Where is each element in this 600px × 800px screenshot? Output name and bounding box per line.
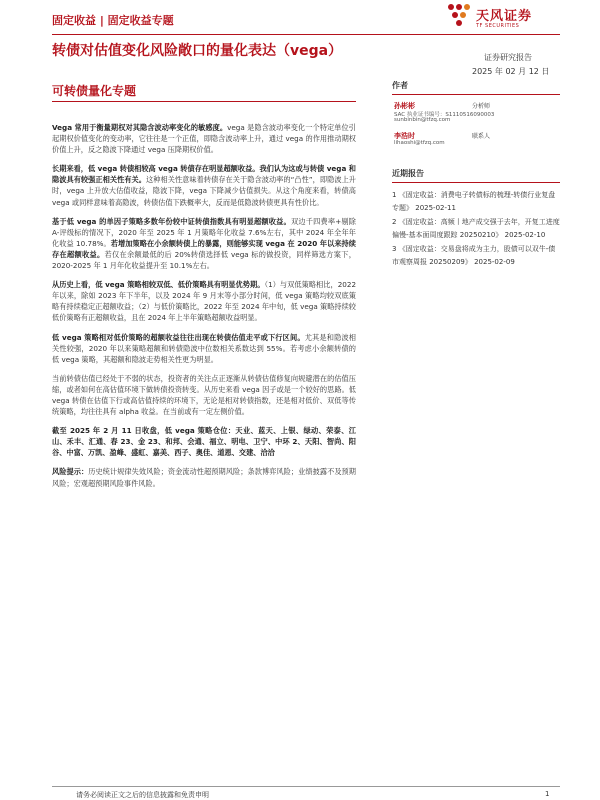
- header-category: 固定收益 | 固定收益专题: [52, 14, 174, 27]
- recent-report-date: 2025-02-09: [474, 258, 515, 266]
- paragraph-text: 若仅在余额最低的后 20%转债选择低 vega 标的做投资，同样筛选方案下，2020-2025 年 1 月年化收益提升至 10.1%左右。: [52, 249, 356, 271]
- body-paragraph: [52, 216, 356, 271]
- recent-reports-section: [392, 168, 560, 270]
- recent-report-item[interactable]: [392, 243, 560, 269]
- author-license: SAC 执业证书编号：S1110516090003: [394, 112, 495, 118]
- page-title: 转债对估值变化风险敞口的量化表达（vega）: [52, 43, 343, 59]
- report-date: 2025 年 02 月 12 日: [472, 67, 550, 76]
- paragraph-lead: 从历史上看，低 vega 策略相较双低、低价策略具有明显优势期。: [52, 280, 265, 290]
- author-section: [392, 80, 560, 155]
- recent-report-item[interactable]: [392, 189, 560, 215]
- author-card: [392, 95, 560, 125]
- author-name: 孙彬彬: [394, 102, 415, 110]
- logo-text-en: TF SECURITIES: [476, 23, 520, 29]
- recent-report-title: 《固定收益：交易盘将成为主力，股债可以双牛-债市观察周报 20250209》: [392, 245, 556, 266]
- paragraph-text: 当前转债估值已经处于不弱的状态，投资者的关注点正逐渐从转债估值修复向规避潜在的估值压缩，或者如何在高估值环境下做转债投资转变。从历史来看 vega 因子或是一个较好的思路。低 vega 转债在估值下行或高估值持续的环境下，无论是相对转债指数，还是相对低价、双低等传统策略，均往往具有 alpha 收益。在当前或有一定左侧价值。: [52, 373, 356, 417]
- paragraph-lead: 低 vega 策略相对低价策略的超额收益往往出现在转债估值走平或下行区间。: [52, 332, 305, 342]
- recent-report-title: 《固定收益：消费电子转债标的梳理-转债行业复盘专题》: [392, 191, 556, 212]
- report-type: 证券研究报告: [484, 53, 532, 62]
- body-paragraph: [52, 122, 356, 155]
- subtitle-divider: [52, 101, 356, 102]
- holdings-text: 截至 2025 年 2 月 11 日收盘，低 vega 策略仓位：天业、蓝天、上银、绿动、荣泰、江山、禾丰、汇通、春 23、金 23、和邦、会通、福立、明电、卫宁、中环 2、天阳、智尚、阳谷、中富、万凯、盈峰、盛虹、嘉美、西子、奥佳、道恩、交建、洽洽: [52, 426, 356, 458]
- paragraph-text: （1）与双低策略相比，2022 年以来，除如 2023 年下半年，以及 2024 年 9 月末等小部分时间，低 vega 策略均较双底策略有持续稳定正超额收益；（2）与低价策略比，2022 年至 2024 年中旬，低 vega 策略持续较低价策略有正超额收益，且在 2024 年上半年策略超额收益明显。: [52, 280, 357, 323]
- recent-report-num: 1: [392, 191, 397, 199]
- paragraph-text: vega 是隐含波动率变化一个特定单位引起期权价值变化的变动率，它往往是一个正值，即隐含波动率上升，通过 vega 的作用推动期权价值上升，反之隐波下降通过 vega 压降期权价值。: [52, 123, 356, 155]
- paragraph-text: 这种相关性意味着转债存在关于隐含波动率的“凸性”，即隐波上升时，vega 上升放大估值收益，隐波下降，vega 下降减少估值损失。从这个角度来看，转债高 vega 或同样意味着高隐波，转债估值下跌概率大，反而是低隐波转债更具有性价比。: [52, 175, 356, 207]
- recent-report-item[interactable]: [392, 216, 560, 242]
- author-role: 分析师: [472, 103, 491, 110]
- author-email[interactable]: sunbinbin@tfzq.com: [394, 117, 451, 123]
- logo-mark-icon: [446, 2, 472, 28]
- company-logo: [446, 2, 556, 34]
- footer-divider: [52, 786, 560, 787]
- paragraph-lead: 长期来看，低 vega 转债相较高 vega 转债存在明显超额收益。我们认为这或与转债 vega 和隐波具有较强正相关性有关。: [52, 164, 356, 185]
- recent-heading: 近期报告: [392, 168, 560, 183]
- recent-report-num: 2: [392, 218, 397, 226]
- body-paragraph: [52, 373, 356, 417]
- author-card: [392, 125, 560, 155]
- body-paragraph: [52, 163, 356, 207]
- header-divider: [52, 34, 560, 35]
- recent-report-date: 2025-02-11: [415, 204, 456, 212]
- author-email[interactable]: lihaoshi@tfzq.com: [394, 140, 445, 146]
- authors-heading: 作者: [392, 80, 560, 95]
- paragraph-text: 双边千四费率+剔除 A-评级标的情况下，2020 年至 2025 年 1 月策略年化收益 7.6%左右，其中 2024 年全年年化收益 10.78%。: [52, 216, 356, 248]
- body-paragraph: [52, 279, 356, 323]
- report-subtitle: 可转债量化专题: [52, 84, 137, 98]
- recent-list: [392, 189, 560, 269]
- paragraph-lead: Vega 常用于衡量期权对其隐含波动率变化的敏感度。: [52, 123, 228, 132]
- risk-label: 风险提示：: [52, 467, 89, 477]
- footer-disclaimer: 请务必阅读正文之后的信息披露和免责申明: [76, 791, 209, 799]
- body-paragraph: [52, 332, 356, 365]
- paragraph-lead: 基于低 vega 的单因子策略多数年份较中证转债指数具有明显超额收益。: [52, 216, 291, 226]
- author-name: 李浩时: [394, 132, 415, 140]
- paragraph-highlight: 若增加策略在小余额转债上的暴露，则能够实现 vega 在 2020 年以来持续存在超额收益。: [52, 238, 356, 259]
- report-body: [52, 122, 356, 497]
- author-role: 联系人: [472, 133, 491, 140]
- risk-paragraph: [52, 466, 356, 488]
- recent-report-title: 《固定收益：高频丨地产成交强于去年，开复工进度偏慢-基本面周度跟踪 20250210》: [392, 218, 560, 239]
- recent-report-num: 3: [392, 245, 397, 253]
- recent-report-date: 2025-02-10: [504, 231, 546, 239]
- risk-text: 历史统计规律失效风险；资金流动性超预期风险；条款博弈风险；业绩披露不及预期风险；宏观超预期风险事件风险。: [52, 467, 356, 488]
- page-number: 1: [545, 790, 550, 798]
- holdings-paragraph: [52, 425, 356, 458]
- paragraph-text: 尤其是和隐波相关性较强，2020 年以来策略超额和转债隐波中位数相关系数达到 55%。若考虑小余额转债的低 vega 策略，其超额和隐波走势相关性更为明显。: [52, 332, 356, 364]
- logo-text: 天风证券: [476, 9, 533, 24]
